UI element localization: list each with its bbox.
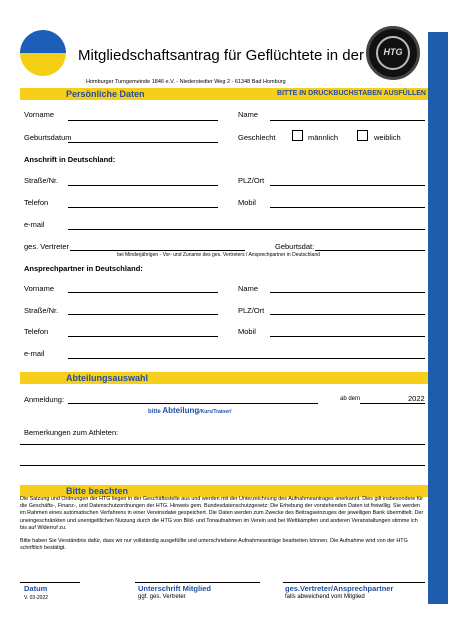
abteilung-text: Abteilung — [162, 406, 200, 415]
falls-label: falls abweichend vom Mitglied — [285, 594, 365, 600]
vorname-field[interactable] — [68, 120, 218, 121]
vorname-label: Vorname — [24, 110, 55, 119]
htg-logo — [366, 26, 420, 80]
ukraine-flag-icon — [20, 30, 66, 76]
contact-telefon-field[interactable] — [68, 336, 218, 337]
start-year: 2022 — [408, 394, 425, 403]
email-label: e-mail — [24, 220, 45, 229]
contact-plz-field[interactable] — [270, 314, 425, 315]
section-title: Bitte beachten — [66, 486, 129, 496]
contact-email-field[interactable] — [68, 358, 425, 359]
vertreter-geburtsdat-label: Geburtsdat: — [275, 242, 315, 251]
date-signature-line[interactable] — [20, 582, 80, 583]
anmeldung-label: Anmeldung: — [24, 395, 65, 404]
representative-signature-line[interactable] — [283, 582, 425, 583]
ggf-label: ggf. ges. Vertreter — [138, 594, 186, 600]
member-signature-line[interactable] — [135, 582, 260, 583]
notice-paragraph-1: Die Satzung und Ordnungen der HTG liegen in der Geschäftsstelle aus und werden mit der Unterzeichnung des Aufnahmeantrages anerkannt. Dies gilt insbesondere für die Geschäfts-, Finanz-, und Datenschutzordnungen der HTG. Hinweis gem. Bundesdatenschutzgesetz: Die Erhebung der vorstehenden Daten ist freiwillig. Sie werden im Rahmen eines automatischen Verfahrens in einer Vereinsdatei gespeichert. Die Daten werden zum Zwecke des Beitragseinzuges der jeweiligen Bank übermittelt. Der uneingeschränkten und unentgeltlichen Nutzung durch die HTG von Bild- und Tonaufnahmen im Verein und bei Wettkämpfen und anderen Veranstaltungen stimme ich bis auf Widerruf zu. — [20, 496, 424, 531]
datum-label: Datum — [24, 584, 48, 593]
telefon-field[interactable] — [68, 207, 218, 208]
notice-paragraph-2: Bitte haben Sie Verständnis dafür, dass wir nur vollständig ausgefüllte und unterschriebene Aufnahmeanträge bearbeiten können. Die Aufnahme wird von der HTG schriftlich bestätigt. — [20, 538, 408, 552]
kurs-text: /Kurs/Trainer/ — [199, 409, 232, 415]
remarks-line-1[interactable] — [20, 444, 425, 445]
contact-strasse-field[interactable] — [68, 314, 218, 315]
contact-mobil-label: Mobil — [238, 327, 256, 336]
plz-label: PLZ/Ort — [238, 176, 265, 185]
plz-field[interactable] — [270, 185, 425, 186]
contact-heading: Ansprechpartner in Deutschland: — [24, 264, 143, 273]
address-heading: Anschrift in Deutschland: — [24, 155, 116, 164]
section-personal-data — [20, 88, 428, 100]
bitte-text: bitte — [148, 409, 161, 415]
geburtsdatum-field[interactable] — [68, 142, 218, 143]
mobil-field[interactable] — [270, 207, 425, 208]
geburtsdatum-label: Geburtsdatum — [24, 133, 72, 142]
instruction-text: BITTE IN DRUCKBUCHSTABEN AUSFÜLLEN — [277, 90, 426, 97]
female-label: weiblich — [374, 133, 401, 142]
contact-plz-label: PLZ/Ort — [238, 306, 265, 315]
male-label: männlich — [308, 133, 339, 142]
name-label: Name — [238, 110, 259, 119]
side-accent-bar — [428, 32, 448, 604]
vertreter-label: ges. Vertreter — [24, 242, 70, 251]
section-title: Persönliche Daten — [66, 89, 145, 99]
vertreter-signature-label: ges.Vertreter/Ansprechpartner — [285, 584, 394, 593]
male-checkbox[interactable] — [292, 130, 303, 141]
bemerkungen-label: Bemerkungen zum Athleten: — [24, 428, 119, 437]
contact-mobil-field[interactable] — [270, 336, 425, 337]
logo-text: HTG — [383, 47, 403, 57]
strasse-label: Straße/Nr. — [24, 176, 59, 185]
mobil-label: Mobil — [238, 198, 256, 207]
contact-name-field[interactable] — [270, 292, 425, 293]
section-title: Abteilungsauswahl — [66, 373, 149, 383]
contact-vorname-label: Vorname — [24, 284, 55, 293]
form-title: Mitgliedschaftsantrag für Geflüchtete in der — [78, 47, 364, 64]
contact-telefon-label: Telefon — [24, 327, 49, 336]
section-department — [20, 372, 428, 384]
geschlecht-label: Geschlecht — [238, 133, 276, 142]
start-date-field[interactable] — [360, 403, 425, 404]
contact-vorname-field[interactable] — [68, 292, 218, 293]
ab-dem-label: ab dem — [340, 396, 361, 402]
email-field[interactable] — [68, 229, 425, 230]
version-label: V. 03-2022 — [24, 595, 49, 601]
female-checkbox[interactable] — [357, 130, 368, 141]
vertreter-geburtsdat-field[interactable] — [315, 250, 425, 251]
vertreter-field[interactable] — [70, 250, 245, 251]
name-field[interactable] — [270, 120, 425, 121]
contact-name-label: Name — [238, 284, 259, 293]
strasse-field[interactable] — [68, 185, 218, 186]
vertreter-note: bei Minderjährigen - Vor- und Zuname des ges. Vertreters / Ansprechpartner in Deutschland — [117, 252, 320, 258]
club-address: Homburger Turngemeinde 1846 e.V. - Niederstedter Weg 2 - 61348 Bad Homburg — [86, 79, 286, 85]
remarks-line-2[interactable] — [20, 465, 425, 466]
telefon-label: Telefon — [24, 198, 49, 207]
contact-email-label: e-mail — [24, 349, 45, 358]
bitte-hint — [148, 406, 231, 415]
department-field[interactable] — [68, 403, 318, 404]
contact-strasse-label: Straße/Nr. — [24, 306, 59, 315]
unterschrift-label: Unterschrift Mitglied — [138, 584, 211, 593]
